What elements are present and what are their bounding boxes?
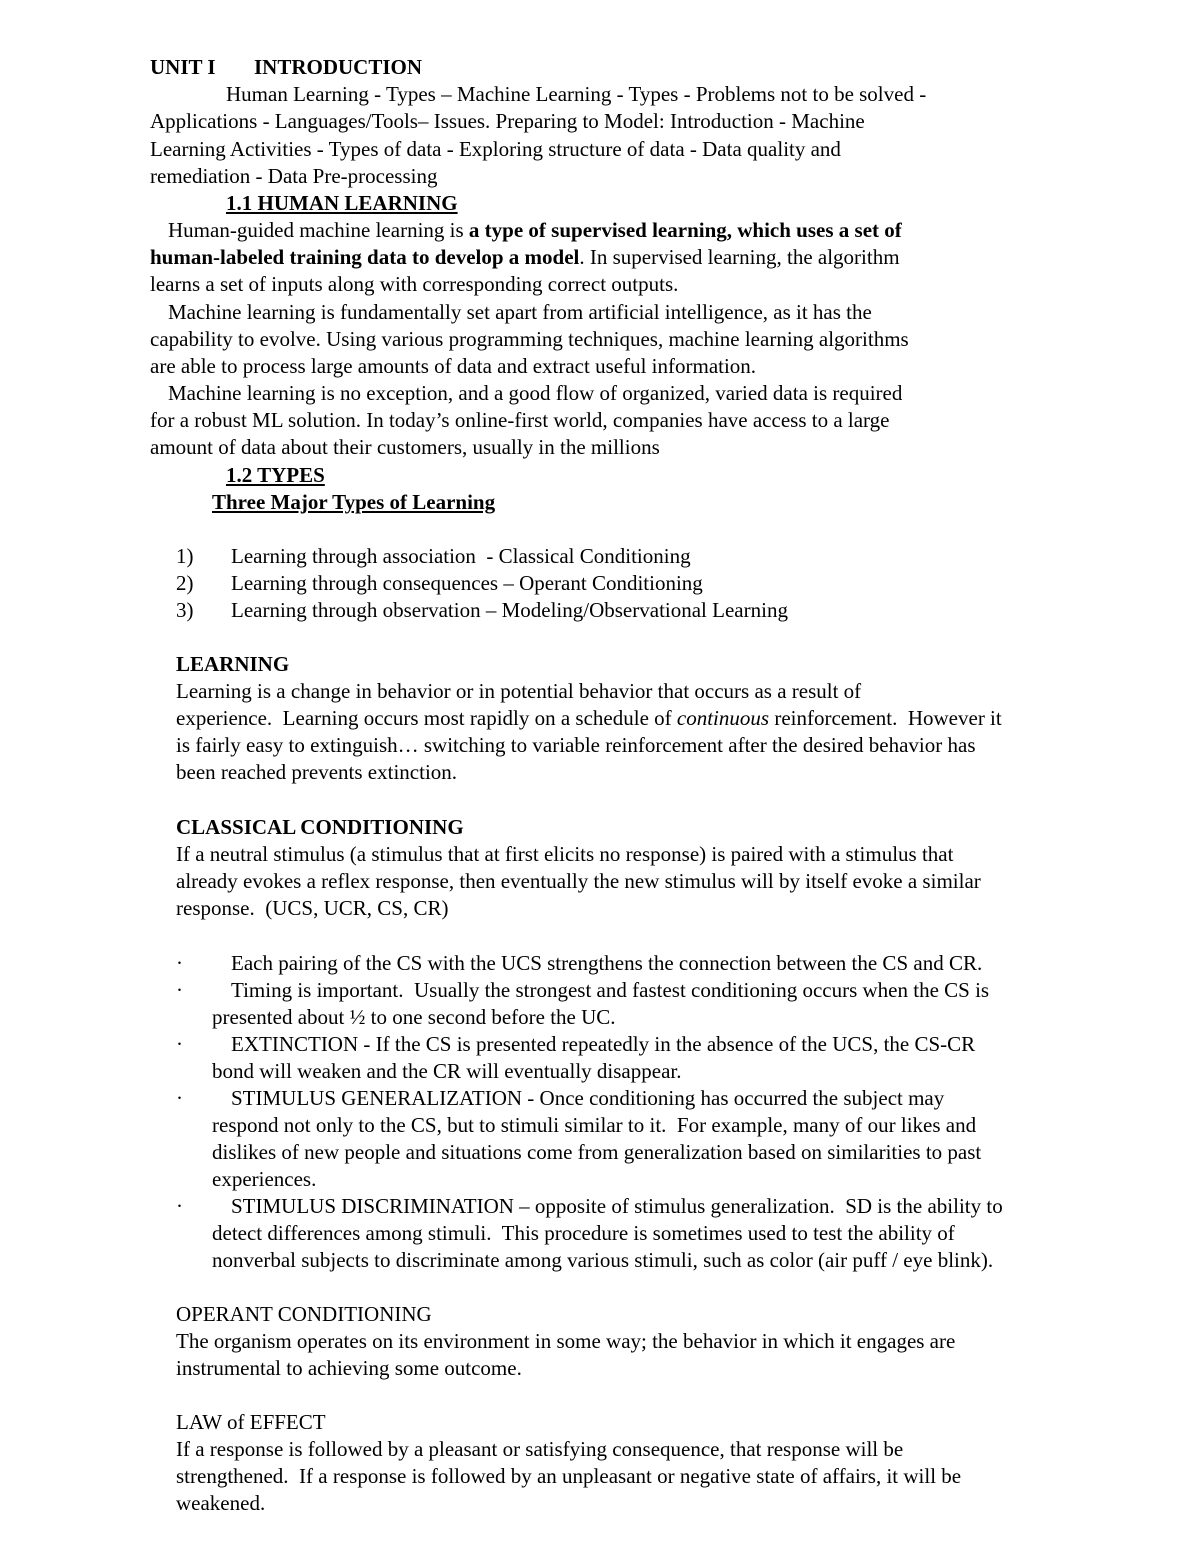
paragraph-line: weakened.	[176, 1491, 266, 1515]
bullet-item-line: STIMULUS GENERALIZATION - Once conditioning has occurred the subject may	[231, 1086, 945, 1110]
paragraph-line: strengthened. If a response is followed by an unpleasant or negative state of affairs, it will be	[176, 1464, 962, 1488]
bullet-item-line: dislikes of new people and situations come from generalization based on similarities to past	[212, 1140, 982, 1164]
bullet-item-line: experiences.	[212, 1167, 317, 1191]
paragraph-line: instrumental to achieving some outcome.	[176, 1356, 522, 1380]
paragraph-line: The organism operates on its environment in some way; the behavior in which it engages are	[176, 1329, 956, 1353]
bullet-item-line: EXTINCTION - If the CS is presented repeatedly in the absence of the UCS, the CS-CR	[231, 1032, 976, 1056]
paragraph-line: Learning is a change in behavior or in potential behavior that occurs as a result of	[176, 679, 862, 703]
paragraph-line: Machine learning is no exception, and a good flow of organized, varied data is required	[168, 381, 903, 405]
bullet-item-line: respond not only to the CS, but to stimuli similar to it. For example, many of our likes and	[212, 1113, 977, 1137]
bullet-dot: ·	[176, 951, 183, 975]
section-heading-types: 1.2 TYPES	[226, 463, 325, 487]
heading-operant-conditioning: OPERANT CONDITIONING	[176, 1302, 432, 1326]
paragraph-line: is fairly easy to extinguish… switching to variable reinforcement after the desired behavior has	[176, 733, 976, 757]
heading-law-of-effect: LAW of EFFECT	[176, 1410, 326, 1434]
section-heading-human-learning: 1.1 HUMAN LEARNING	[226, 191, 458, 215]
heading-learning: LEARNING	[176, 652, 290, 676]
unit-title: INTRODUCTION	[254, 55, 423, 79]
paragraph-line	[176, 705, 1002, 732]
syllabus-line: Human Learning - Types – Machine Learning - Types - Problems not to be solved -	[226, 82, 927, 106]
paragraph-line: been reached prevents extinction.	[176, 760, 458, 784]
paragraph-line: already evokes a reflex response, then eventually the new stimulus will by itself evoke a similar	[176, 869, 981, 893]
paragraph-line: If a neutral stimulus (a stimulus that at first elicits no response) is paired with a stimulus that	[176, 842, 954, 866]
list-item-number: 2)	[176, 571, 194, 595]
syllabus-line: remediation - Data Pre-processing	[150, 164, 438, 188]
unit-number: UNIT I	[150, 55, 216, 79]
bullet-dot: ·	[176, 978, 183, 1002]
paragraph-line: capability to evolve. Using various programming techniques, machine learning algorithms	[150, 327, 909, 351]
paragraph-line: response. (UCS, UCR, CS, CR)	[176, 896, 449, 920]
text-run: experience. Learning occurs most rapidly on a schedule of	[176, 706, 677, 730]
list-item: Learning through association - Classical Conditioning	[231, 544, 691, 568]
text-run: Human-guided machine learning is	[168, 218, 469, 242]
list-item: Learning through consequences – Operant Conditioning	[231, 571, 703, 595]
syllabus-line: Applications - Languages/Tools– Issues. Preparing to Model: Introduction - Machine	[150, 109, 865, 133]
paragraph-line	[168, 217, 902, 244]
paragraph-line	[150, 244, 900, 271]
bullet-item-line: detect differences among stimuli. This procedure is sometimes used to test the ability of	[212, 1221, 955, 1245]
bullet-dot: ·	[176, 1086, 183, 1110]
bullet-item-line: bond will weaken and the CR will eventually disappear.	[212, 1059, 682, 1083]
bullet-item-line: nonverbal subjects to discriminate among various stimuli, such as color (air puff / eye blink).	[212, 1248, 994, 1272]
heading-classical-conditioning: CLASSICAL CONDITIONING	[176, 815, 464, 839]
paragraph-line: are able to process large amounts of data and extract useful information.	[150, 354, 757, 378]
paragraph-line: If a response is followed by a pleasant or satisfying consequence, that response will be	[176, 1437, 904, 1461]
bullet-item-line: presented about ½ to one second before the UC.	[212, 1005, 616, 1029]
bullet-dot: ·	[176, 1032, 183, 1056]
syllabus-line: Learning Activities - Types of data - Exploring structure of data - Data quality and	[150, 137, 841, 161]
text-run: . In supervised learning, the algorithm	[579, 245, 900, 269]
paragraph-line: for a robust ML solution. In today’s online-first world, companies have access to a large	[150, 408, 890, 432]
list-item-number: 1)	[176, 544, 194, 568]
italic-text-run: continuous	[676, 706, 770, 730]
bullet-item-line: STIMULUS DISCRIMINATION – opposite of stimulus generalization. SD is the ability to	[231, 1194, 1003, 1218]
bullet-item-line: Timing is important. Usually the strongest and fastest conditioning occurs when the CS is	[231, 978, 990, 1002]
bold-text-run: a type of supervised learning, which uses a set of	[468, 218, 902, 242]
paragraph-line: learns a set of inputs along with corresponding correct outputs.	[150, 272, 679, 296]
paragraph-line: Machine learning is fundamentally set apart from artificial intelligence, as it has the	[168, 300, 872, 324]
bullet-dot: ·	[176, 1194, 183, 1218]
bullet-item-line: Each pairing of the CS with the UCS strengthens the connection between the CS and CR.	[231, 951, 983, 975]
text-run: reinforcement. However it	[769, 706, 1002, 730]
list-item-number: 3)	[176, 598, 194, 622]
list-item: Learning through observation – Modeling/Observational Learning	[231, 598, 788, 622]
paragraph-line: amount of data about their customers, usually in the millions	[150, 435, 660, 459]
subheading-three-major-types: Three Major Types of Learning	[212, 490, 496, 514]
bold-text-run: human-labeled training data to develop a model	[150, 245, 580, 269]
